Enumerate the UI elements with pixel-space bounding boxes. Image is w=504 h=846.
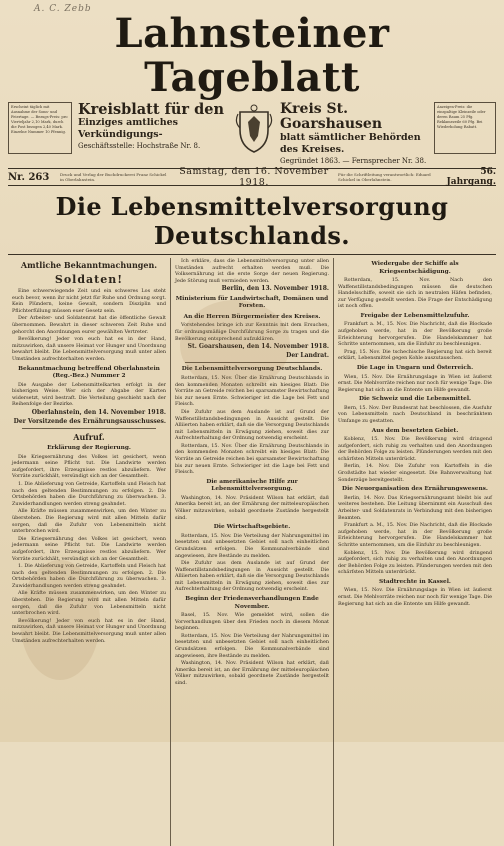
paragraph: Alle Kräfte müssen zusammenwirken, um den Winter zu überstehen. Die Regierung wird mit allen Mitteln dafür sorgen, daß die Zufuhr von Lebensmitteln nicht unterbrochen wird. [12, 508, 166, 535]
subheading: Erklärung der Regierung. [47, 445, 131, 452]
subtitle-kreisblatt: Kreisblatt für den [78, 101, 224, 118]
paragraph: Bevölkerung! Jeder von euch hat es in der Hand, mitzuwirken, daß unsere Heimat vor Hunger und Unordnung bewahrt bleibt. Die Lebensmittelversorgung muß unter allen Umständen aufrechterhalten werden. [12, 617, 166, 644]
paragraph: Berlin, 14. Nov. Die Zufuhr von Kartoffeln in die Großstädte hat wieder eingesetzt. Die Bahnverwaltung hat Sonderzüge bereitgestellt. [338, 463, 492, 483]
paragraph: Frankfurt a. M., 15. Nov. Die Nachricht, daß die Blockade aufgehoben werde, hat in der Bevölkerung große Erleichterung hervorgerufen. Die Handelskammer hat Schritte unternommen, um die Einfuhr zu beschleunigen. [338, 522, 492, 548]
dateline-bar [8, 168, 496, 186]
subheading: Die Neuorganisation des Ernährungswesens. [342, 486, 488, 493]
subheading: Stadtrechte in Kassel. [379, 578, 451, 585]
masthead-subtitle-left [72, 102, 232, 151]
masthead-subtitle-right [276, 102, 434, 166]
paragraph: Wien, 15. Nov. Die Ernährungslage in Wien ist äußerst ernst. Die Mehlvorräte reichen nur noch für wenige Tage. Die Regierung hat sich an die Entente um Hilfe gewandt. [338, 587, 492, 607]
heading-aufruf: Aufruf. [73, 432, 105, 443]
subheading: Wiedergabe der Schiffe als Kriegsentschädigung. [371, 261, 459, 275]
subheading: Die Lage in Ungarn und Österreich. [356, 365, 474, 372]
paragraph: Die Zufuhr aus dem Auslande ist auf Grund der Waffenstillstandsbedingungen in Aussicht gestellt. Die Alliierten haben erklärt, daß sie die Versorgung Deutschlands mit Lebensmitteln in Erwägung ziehen, soweit dies zur Aufrechterhaltung der Ordnung notwendig erscheint. [175, 560, 329, 593]
volume-number: 56. Jahrgang. [446, 167, 496, 187]
paragraph: Die Zufuhr aus dem Auslande ist auf Grund der Waffenstillstandsbedingungen in Aussicht gestellt. Die Alliierten haben erklärt, daß sie die Versorgung Deutschlands mit Lebensmitteln in Erwägung ziehen, soweit dies zur Aufrechterhaltung der Ordnung notwendig erscheint. [175, 408, 329, 442]
column-3 [333, 258, 496, 846]
divider [22, 428, 156, 429]
heading-soldaten: Soldaten! [54, 273, 124, 286]
paragraph: Ich erkläre, dass die Lebensmittelversorgung unter allen Umständen aufrecht erhalten werden muß. Die Volksernährung ist die erste Sorge der neuen Regierung. Jede Störung muß vermieden werden. [175, 258, 329, 284]
subheading: Die Lebensmittelversorgung Deutschlands. [181, 366, 323, 373]
subheading: Bekanntmachung betreffend Oberlahnstein (Reg.-Bez.) Nummer 2 [18, 365, 160, 380]
paragraph: Die Kriegsernährung des Volkes ist gesichert, wenn jedermann seine Pflicht tut. Die Landwirte werden aufgefordert, ihre Erzeugnisse restlos abzuliefern. Wer Vorräte zurückhält, versündigt sich an der Gesamtheit. [12, 453, 166, 480]
column-1 [8, 258, 170, 846]
paragraph: Koblenz, 15. Nov. Die Bevölkerung wird dringend aufgefordert, sich ruhig zu verhalten und den Anordnungen der Behörden Folge zu leisten. Plünderungen werden mit den schärfsten Mitteln unterdrückt. [338, 436, 492, 462]
advertising-info-box: Anzeigen-Preis: die einspaltige Kleinzeile oder deren Raum 25 Pfg. Reklamezeile 60 Pfg. Bei Wiederholung Rabatt. [434, 102, 496, 154]
paragraph: Wien, 15. Nov. Die Ernährungslage in Wien ist äußerst ernst. Die Mehlvorräte reichen nur noch für wenige Tage. Die Regierung hat sich an die Entente um Hilfe gewandt. [338, 373, 492, 393]
masthead-title: Lahnsteiner Tageblatt [114, 10, 390, 101]
paragraph: Rotterdam, 15. Nov. Die Verteilung der Nahrungsmittel im besetzten und unbesetzten Gebiet soll nach einheitlichen Grundsätzen erfolgen. Die Kommunalverbände sind angewiesen, ihre Bestände zu melden. [175, 632, 329, 659]
subheading: Die amerikanische Hilfe zur Lebensmittelversorgung. [206, 478, 298, 493]
paragraph: Bevölkerung! Jeder von euch hat es in der Hand, mitzuwirken, daß unsere Heimat vor Hunger und Unordnung bewahrt bleibt. Die Lebensmittelversorgung muß unter allen Umständen aufrechterhalten werden. [12, 336, 166, 362]
editor-info: Für die Schriftleitung verantwortlich: Eduard Schickel in Oberlahnstein. [338, 172, 431, 182]
issue-number: Nr. 263 [8, 171, 50, 183]
paragraph: Rotterdam, 15. Nov. Nach den Waffenstillstandsbedingungen müssen die deutschen Handelsschiffe, soweit sie sich in neutralen Häfen befinden, zur Verfügung gestellt werden. Die Frage der Entschädigung ist noch offen. [338, 277, 492, 310]
paragraph: Washington, 14. Nov. Präsident Wilson hat erklärt, daß Amerika bereit ist, an der Ernährung der mitteleuropäischen Völker mitzuwirken, sobald geordnete Zustände hergestellt sind. [175, 660, 329, 686]
paragraph: Basel, 15. Nov. Wie gemeldet wird, sollen die Vorverhandlungen über den Frieden noch in diesem Monat beginnen. [175, 612, 329, 632]
section-heading-official: Amtliche Bekanntmachungen. [20, 260, 158, 270]
subtitle-verkuendigung: Einziges amtliches Verkündigungs- [78, 117, 179, 140]
subtitle-geschaeftsstelle: Geschäftsstelle: Hochstraße Nr. 8. [78, 142, 201, 150]
paragraph: Alle Kräfte müssen zusammenwirken, um den Winter zu überstehen. Die Regierung wird mit allen Mitteln dafür sorgen, daß die Zufuhr von Lebensmitteln nicht unterbrochen wird. [12, 590, 166, 617]
main-headline: Die Lebensmittelversorgung Deutschlands. [8, 186, 496, 255]
signature-date: Oberlahnstein, den 14. November 1918. [31, 408, 166, 416]
paragraph: 1. Die Ablieferung von Getreide, Kartoffeln und Fleisch hat nach den geltenden Bestimmungen zu erfolgen. 2. Die Ortsbehörden haben die Durchführung zu überwachen. 3. Zuwiderhandlungen werden streng geahndet. [12, 563, 166, 589]
paragraph: Der Arbeiter- und Soldatenrat hat die öffentliche Gewalt übernommen. Bewahrt in dieser schweren Zeit Ruhe und gehorcht den Anordnungen eurer gewählten Vertreter. [12, 315, 166, 335]
signature-date: St. Goarshausen, den 14. November 1918. [187, 343, 329, 351]
paragraph: Rotterdam, 15. Nov. Über die Ernährung Deutschlands in den kommenden Monaten schreibt ein hiesiges Blatt: Die Vorräte an Getreide reichen bei sparsamster Bewirtschaftung bis zur neuen Ernte. Schwieriger ist die Lage bei Fett und Fleisch. [175, 374, 329, 408]
pencil-annotation: A. C. Zebb [34, 4, 92, 14]
subheading: Freigabe der Lebensmittelzufuhr. [360, 312, 470, 319]
paragraph: Eine schwerwiegende Zeit und ein schweres Los steht euch bevor, wenn ihr nicht jetzt für Ruhe und Ordnung sorgt. Kein Plündern, keine Gewalt, sondern Disziplin und Pflichterfüllung müssen euer Gesetz sein. [12, 288, 166, 314]
subheading: Die Wirtschaftsgebiete. [213, 524, 291, 531]
paragraph: 1. Die Ablieferung von Getreide, Kartoffeln und Fleisch hat nach den geltenden Bestimmungen zu erfolgen. 2. Die Ortsbehörden haben die Durchführung zu überwachen. 3. Zuwiderhandlungen werden streng geahndet. [12, 480, 166, 507]
subheading: An die Herren Bürgermeister des Kreises. [183, 313, 321, 320]
paragraph: Koblenz, 15. Nov. Die Bevölkerung wird dringend aufgefordert, sich ruhig zu verhalten und den Anordnungen der Behörden Folge zu leisten. Plünderungen werden mit den schärfsten Mitteln unterdrückt. [338, 549, 492, 576]
subheading: Die Schweiz und die Lebensmittel. [358, 396, 472, 403]
paragraph: Berlin, 14. Nov. Das Kriegsernährungsamt bleibt bis auf weiteres bestehen. Die Leitung übernimmt ein Ausschuß des Arbeiter- und Soldatenrats in Verbindung mit den bisherigen Beamten. [338, 494, 492, 521]
divider [185, 362, 319, 363]
subtitle-gegruendet: Gegründet 1863. — Fernsprecher Nr. 38. [280, 157, 427, 165]
issue-date: Samstag, den 16. November 1918. [179, 166, 329, 188]
paragraph: Prag, 15. Nov. Die tschechische Regierung hat sich bereit erklärt, Lebensmittel gegen Kohle auszutauschen. [338, 348, 492, 362]
printer-info: Druck und Verlag der Buchdruckerei Franz Schickel in Oberlahnstein. [60, 172, 167, 182]
signature-name: Der Landrat. [286, 351, 329, 359]
paragraph: Vorstehendes bringe ich zur Kenntnis mit dem Ersuchen, für ordnungsmäßige Durchführung Sorge zu tragen und die Bevölkerung entsprechend aufzuklären. [175, 322, 329, 342]
subtitle-kreis: Kreis St. Goarshausen [280, 101, 383, 132]
coat-of-arms-icon [232, 102, 276, 156]
paragraph: Rotterdam, 15. Nov. Die Verteilung der Nahrungsmittel im besetzten und unbesetzten Gebiet soll nach einheitlichen Grundsätzen erfolgen. Die Kommunalverbände sind angewiesen, ihre Bestände zu melden. [175, 532, 329, 559]
subheading: Aus dem besetzten Gebiet. [371, 427, 459, 434]
subscription-info-box: Erscheint täglich mit Ausnahme der Sonn- und Feiertage. — Bezugs-Preis: pro Vierteljahr 2,10 Mark, durch die Post bezogen 2,40 Mark. Einzelne Nummer 10 Pfennig. [8, 102, 72, 154]
signature-date: Berlin, den 13. November 1918. [221, 285, 329, 293]
paragraph: Die Ausgabe der Lebensmittelkarten erfolgt in der bisherigen Weise. Wer sich der Abgabe der Karten widersetzt, wird bestraft. Die Verteilung geschieht nach der Reihenfolge der Bezirke. [12, 381, 166, 408]
paragraph: Frankfurt a. M., 15. Nov. Die Nachricht, daß die Blockade aufgehoben werde, hat in der Bevölkerung große Erleichterung hervorgerufen. Die Handelskammer hat Schritte unternommen, um die Einfuhr zu beschleunigen. [338, 321, 492, 348]
signature-name: Der Vorsitzende des Ernährungsausschusses. [13, 417, 166, 425]
subtitle-behoerden: blatt sämtlicher Behörden des Kreises. [280, 132, 421, 155]
masthead-subline [8, 102, 496, 166]
subheading: Beginn der Friedensverhandlungen Ende November. [185, 596, 319, 610]
paragraph: Die Kriegsernährung des Volkes ist gesichert, wenn jedermann seine Pflicht tut. Die Landwirte werden aufgefordert, ihre Erzeugnisse restlos abzuliefern. Wer Vorräte zurückhält, versündigt sich an der Gesamtheit. [12, 535, 166, 562]
article-columns [8, 258, 496, 846]
paragraph: Washington, 14. Nov. Präsident Wilson hat erklärt, daß Amerika bereit ist, an der Ernährung der mitteleuropäischen Völker mitzuwirken, sobald geordnete Zustände hergestellt sind. [175, 494, 329, 521]
paragraph: Rotterdam, 15. Nov. Über die Ernährung Deutschlands in den kommenden Monaten schreibt ein hiesiges Blatt: Die Vorräte an Getreide reichen bei sparsamster Bewirtschaftung bis zur neuen Ernte. Schwieriger ist die Lage bei Fett und Fleisch. [175, 442, 329, 476]
column-2 [170, 258, 333, 846]
subheading: Ministerium für Landwirtschaft, Domänen und Forsten. [175, 295, 329, 310]
paragraph: Bern, 15. Nov. Der Bundesrat hat beschlossen, die Ausfuhr von Lebensmitteln nach Deutschland in beschränktem Umfange zu gestatten. [338, 404, 492, 424]
